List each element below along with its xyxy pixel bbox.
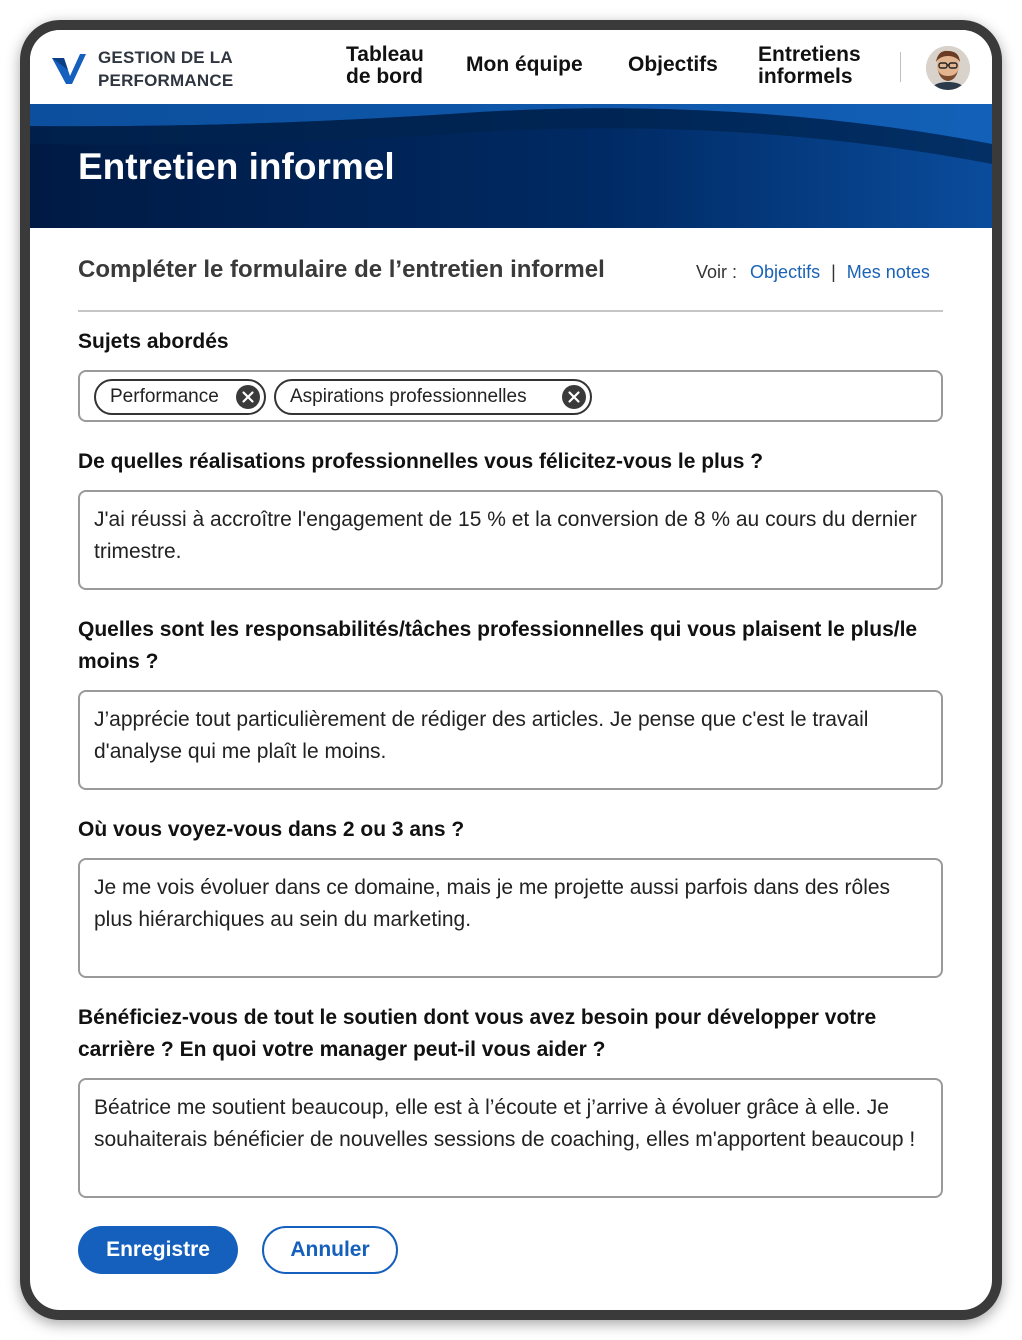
answer-field[interactable]: Béatrice me soutient beaucoup, elle est à l’écoute et j’arrive à évoluer grâce à elle. Je souhaiterais bénéficier de nouvelles sessions de coaching, elles m'apportent beaucoup !	[78, 1078, 943, 1198]
app-name-line1: GESTION DE LA	[98, 48, 233, 67]
answer-field[interactable]: J'ai réussi à accroître l'engagement de 15 % et la conversion de 8 % au cours du dernier trimestre.	[78, 490, 943, 590]
top-navigation	[30, 30, 992, 104]
topic-tag-performance	[94, 379, 266, 415]
topics-input[interactable]	[78, 370, 943, 422]
remove-tag-icon[interactable]	[236, 385, 260, 409]
page-title: Entretien informel	[78, 146, 395, 187]
avatar-image	[926, 46, 970, 90]
app-logo-icon	[50, 50, 86, 86]
nav-divider	[900, 52, 901, 82]
nav-item-informal-reviews[interactable]	[758, 44, 861, 88]
topic-tag-label: Performance	[110, 386, 219, 407]
user-avatar[interactable]	[926, 46, 970, 90]
nav-item-label: Entretiens	[758, 43, 861, 66]
page-banner	[30, 104, 992, 228]
app-name-line2: PERFORMANCE	[98, 71, 234, 90]
view-label: Voir :	[696, 262, 738, 282]
nav-item-label: informels	[758, 65, 853, 88]
view-links	[696, 262, 930, 283]
answer-field[interactable]: Je me vois évoluer dans ce domaine, mais je me projette aussi parfois dans des rôles plus hiérarchiques au sein du marketing.	[78, 858, 943, 978]
my-notes-link[interactable]: Mes notes	[846, 262, 930, 282]
device-frame	[20, 20, 1002, 1320]
nav-item-label: Tableau	[346, 43, 424, 66]
nav-item-label: Objectifs	[628, 53, 718, 76]
topic-tag-label: Aspirations professionnelles	[290, 386, 527, 407]
link-separator: |	[831, 262, 836, 282]
nav-item-objectives[interactable]	[628, 54, 718, 76]
nav-item-label: de bord	[346, 65, 423, 88]
question-label: Où vous voyez-vous dans 2 ou 3 ans ?	[78, 818, 465, 841]
header-divider	[78, 310, 943, 312]
topics-label: Sujets abordés	[78, 330, 229, 353]
remove-tag-icon[interactable]	[562, 385, 586, 409]
nav-item-label: Mon équipe	[466, 53, 583, 76]
topic-tag-career-aspirations	[274, 379, 592, 415]
question-label: De quelles réalisations professionnelles vous félicitez-vous le plus ?	[78, 450, 764, 473]
nav-item-my-team[interactable]	[466, 54, 583, 76]
cancel-button[interactable]: Annuler	[262, 1226, 398, 1274]
question-label: Bénéficiez-vous de tout le soutien dont vous avez besoin pour développer votre carrière ? En quoi votre manager peut-il vous aider ?	[78, 1006, 877, 1061]
app-name	[98, 46, 258, 92]
app-screen	[30, 30, 992, 1310]
form-title: Compléter le formulaire de l’entretien informel	[78, 256, 605, 283]
save-button[interactable]: Enregistre	[78, 1226, 238, 1274]
nav-item-dashboard[interactable]	[346, 44, 424, 88]
objectives-link[interactable]: Objectifs	[750, 262, 821, 282]
question-label: Quelles sont les responsabilités/tâches professionnelles qui vous plaisent le plus/le moins ?	[78, 618, 918, 673]
answer-field[interactable]: J’apprécie tout particulièrement de rédiger des articles. Je pense que c'est le travail d'analyse qui me plaît le moins.	[78, 690, 943, 790]
